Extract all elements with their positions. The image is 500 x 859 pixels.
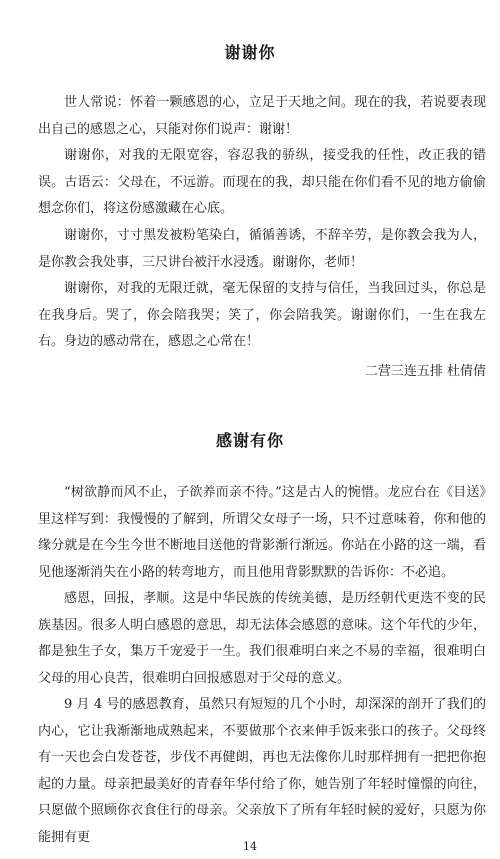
- paragraph: 谢谢你，寸寸黑发被粉笔染白，循循善诱，不辞辛劳，是你教会我为人，是你教会我处事，三尺讲台被汗水浸透。谢谢你，老师！: [38, 228, 486, 270]
- section-title-thank-you: 谢谢你: [224, 43, 276, 62]
- page-number: 14: [243, 840, 257, 853]
- paragraph: “树欲静而风不止，子欲养而亲不待。”这是古人的惋惜。龙应台在《目送》里这样写到：我慢慢的了解到，所谓父女母子一场，只不过意味着，你和他的缘分就是在今生今世不断地目送他的背影渐行渐远。你站在小路的这一端，看见他逐渐消失在小路的转弯地方，而且他用背影默默的告诉你：不必追。: [38, 485, 486, 580]
- paragraph: 世人常说：怀着一颗感恩的心，立足于天地之间。现在的我，若说要表现出自己的感恩之心，只能对你们说声：谢谢！: [38, 95, 486, 137]
- paragraph: 身边的感动常在，感恩之心常在！: [64, 334, 260, 349]
- paragraph: 谢谢你，对我的无限迁就，毫无保留的支持与信任，当我回过头，你总是在我身后。哭了，你会陪我哭；笑了，你会陪我笑。谢谢你们，一生在我左右。: [38, 281, 486, 349]
- paragraph: 9 月 4 号的感恩教育，虽然只有短短的几个小时，却深深的剖开了我们的内心，它让我渐渐地成熟起来，不要做那个衣来伸手饭来张口的孩子。父母终有一天也会白发苍苍，步伐不再健朗，再也无法像你儿时那样拥有一把把你抱起的力量。母亲把最美好的青春年华付给了你，她告别了年轻时憧憬的向往，只愿做个照顾你衣食住行的母亲。父亲放下了所有年轻时候的爱好，只愿为你能拥有更: [38, 697, 486, 845]
- author-signature: 二营三连五排 杜倩倩: [364, 364, 486, 379]
- paragraph: 感恩，回报，孝顺。这是中华民族的传统美德，是历经朝代更迭不变的民族基因。很多人明白感恩的意思，却无法体会感恩的意味。这个年代的少年，都是独生子女，集万千宠爱于一生。我们很难明白来之不易的幸福，很难明白父母的用心良苦，很难明白回报感恩对于父母的意义。: [38, 591, 486, 686]
- section-title-grateful-for-you: 感谢有你: [215, 431, 284, 450]
- paragraph: 谢谢你，对我的无限宽容，容忍我的骄纵，接受我的任性，改正我的错误。古语云：父母在，不远游。而现在的我，却只能在你们看不见的地方偷偷想念你们，将这份感激藏在心底。: [38, 148, 486, 216]
